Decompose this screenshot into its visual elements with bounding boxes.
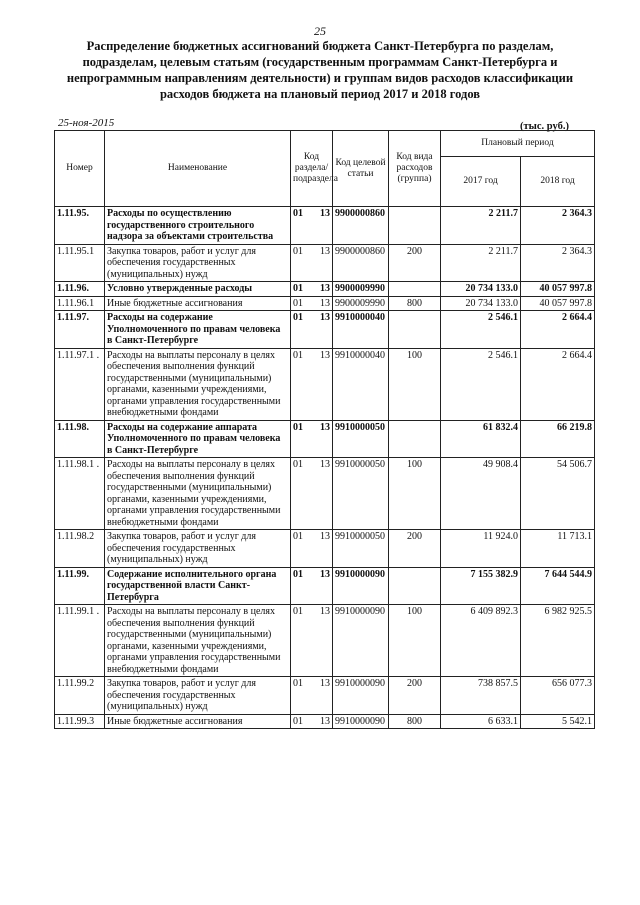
row-section-code bbox=[291, 244, 333, 282]
row-section-code bbox=[291, 714, 333, 729]
row-section-code bbox=[291, 296, 333, 311]
row-section: 01 bbox=[293, 245, 303, 257]
row-value-2018: 2 664.4 bbox=[521, 311, 595, 349]
row-target-code: 9910000040 bbox=[333, 348, 389, 420]
row-expense-type: 100 bbox=[389, 458, 441, 530]
table-row bbox=[55, 244, 595, 282]
document-date: 25-ноя-2015 bbox=[58, 117, 115, 129]
row-name: Закупка товаров, работ и услуг для обеспечения государственных (муниципальных) нужд bbox=[105, 244, 291, 282]
row-subsection: 13 bbox=[320, 312, 330, 323]
row-value-2017: 6 409 892.3 bbox=[441, 605, 521, 677]
row-section-code bbox=[291, 605, 333, 677]
table-row bbox=[55, 296, 595, 311]
row-target-code: 9910000090 bbox=[333, 714, 389, 729]
row-value-2017: 2 211.7 bbox=[441, 244, 521, 282]
row-target-code: 9900000860 bbox=[333, 244, 389, 282]
row-target-code: 9900009990 bbox=[333, 296, 389, 311]
row-expense-type: 200 bbox=[389, 530, 441, 568]
row-name: Расходы на выплаты персоналу в целях обеспечения выполнения функций государственными (муниципальными) органами, казенными учреждениями, органами управления государственными внебюджетными фондами bbox=[105, 458, 291, 530]
row-number: 1.11.95. bbox=[55, 207, 105, 245]
row-section: 01 bbox=[293, 312, 303, 323]
row-expense-type: 800 bbox=[389, 714, 441, 729]
row-section: 01 bbox=[293, 678, 303, 689]
row-target-code: 9910000090 bbox=[333, 605, 389, 677]
row-name: Расходы на содержание аппарата Уполномоченного по правам человека в Санкт-Петербурге bbox=[105, 420, 291, 458]
table-row bbox=[55, 605, 595, 677]
row-expense-type: 800 bbox=[389, 296, 441, 311]
row-target-code: 9910000050 bbox=[333, 458, 389, 530]
row-subsection: 13 bbox=[320, 283, 330, 294]
budget-table bbox=[54, 130, 595, 729]
header-year-2017: 2017 год bbox=[441, 157, 521, 207]
row-section-code bbox=[291, 311, 333, 349]
row-section-code bbox=[291, 530, 333, 568]
row-number: 1.11.99. bbox=[55, 567, 105, 605]
table-row bbox=[55, 530, 595, 568]
header-year-2018: 2018 год bbox=[521, 157, 595, 207]
row-number: 1.11.99.1 . bbox=[55, 605, 105, 677]
row-subsection: 13 bbox=[320, 678, 330, 689]
row-section: 01 bbox=[293, 283, 303, 294]
row-section-code bbox=[291, 420, 333, 458]
row-name: Иные бюджетные ассигнования bbox=[105, 714, 291, 729]
table-row bbox=[55, 420, 595, 458]
units-label: (тыс. руб.) bbox=[520, 121, 569, 132]
row-subsection: 13 bbox=[320, 297, 330, 309]
table-row bbox=[55, 207, 595, 245]
table-row bbox=[55, 677, 595, 715]
row-section: 01 bbox=[293, 421, 303, 433]
row-number: 1.11.98.1 . bbox=[55, 458, 105, 530]
row-value-2017: 20 734 133.0 bbox=[441, 282, 521, 297]
row-section: 01 bbox=[293, 531, 303, 542]
row-name: Закупка товаров, работ и услуг для обеспечения государственных (муниципальных) нужд bbox=[105, 530, 291, 568]
header-section-code: Код раздела/ подраздела bbox=[291, 131, 333, 207]
row-number: 1.11.98. bbox=[55, 420, 105, 458]
header-expense-type: Код вида расходов (группа) bbox=[389, 131, 441, 207]
row-subsection: 13 bbox=[320, 421, 330, 433]
table-row bbox=[55, 282, 595, 297]
row-section-code bbox=[291, 458, 333, 530]
row-value-2017: 49 908.4 bbox=[441, 458, 521, 530]
row-value-2018: 2 364.3 bbox=[521, 207, 595, 245]
row-section: 01 bbox=[293, 715, 303, 727]
row-number: 1.11.99.3 bbox=[55, 714, 105, 729]
row-subsection: 13 bbox=[320, 715, 330, 727]
row-expense-type bbox=[389, 207, 441, 245]
header-number: Номер bbox=[55, 131, 105, 207]
row-value-2018: 40 057 997.8 bbox=[521, 296, 595, 311]
row-section-code bbox=[291, 348, 333, 420]
row-expense-type: 100 bbox=[389, 605, 441, 677]
row-expense-type bbox=[389, 282, 441, 297]
row-value-2017: 738 857.5 bbox=[441, 677, 521, 715]
row-value-2017: 20 734 133.0 bbox=[441, 296, 521, 311]
row-number: 1.11.97. bbox=[55, 311, 105, 349]
row-section: 01 bbox=[293, 568, 303, 580]
row-value-2018: 2 364.3 bbox=[521, 244, 595, 282]
row-number: 1.11.99.2 bbox=[55, 677, 105, 715]
row-value-2017: 7 155 382.9 bbox=[441, 567, 521, 605]
header-planned-period: Плановый период bbox=[441, 131, 595, 157]
row-subsection: 13 bbox=[320, 568, 330, 580]
row-value-2018: 66 219.8 bbox=[521, 420, 595, 458]
row-section-code bbox=[291, 282, 333, 297]
row-subsection: 13 bbox=[320, 208, 330, 219]
row-name: Расходы на выплаты персоналу в целях обеспечения выполнения функций государственными (муниципальными) органами, казенными учреждениями, органами управления государственными внебюджетными фондами bbox=[105, 348, 291, 420]
row-name: Содержание исполнительного органа государственной власти Санкт-Петербурга bbox=[105, 567, 291, 605]
row-number: 1.11.97.1 . bbox=[55, 348, 105, 420]
row-subsection: 13 bbox=[320, 349, 330, 361]
row-value-2018: 40 057 997.8 bbox=[521, 282, 595, 297]
row-number: 1.11.95.1 bbox=[55, 244, 105, 282]
row-subsection: 13 bbox=[320, 459, 330, 470]
row-name: Расходы на выплаты персоналу в целях обеспечения выполнения функций государственными (муниципальными) органами, казенными учреждениями, органами управления государственными внебюджетными фондами bbox=[105, 605, 291, 677]
row-value-2018: 6 982 925.5 bbox=[521, 605, 595, 677]
row-value-2018: 11 713.1 bbox=[521, 530, 595, 568]
row-target-code: 9910000050 bbox=[333, 420, 389, 458]
row-name: Закупка товаров, работ и услуг для обеспечения государственных (муниципальных) нужд bbox=[105, 677, 291, 715]
row-value-2017: 2 211.7 bbox=[441, 207, 521, 245]
row-value-2018: 2 664.4 bbox=[521, 348, 595, 420]
row-name: Условно утвержденные расходы bbox=[105, 282, 291, 297]
row-value-2017: 2 546.1 bbox=[441, 348, 521, 420]
table-row bbox=[55, 348, 595, 420]
header-name: Наименование bbox=[105, 131, 291, 207]
row-target-code: 9900000860 bbox=[333, 207, 389, 245]
row-target-code: 9910000090 bbox=[333, 567, 389, 605]
table-row bbox=[55, 714, 595, 729]
row-expense-type: 100 bbox=[389, 348, 441, 420]
row-expense-type: 200 bbox=[389, 244, 441, 282]
row-section: 01 bbox=[293, 208, 303, 219]
row-value-2017: 61 832.4 bbox=[441, 420, 521, 458]
table-row bbox=[55, 311, 595, 349]
row-section: 01 bbox=[293, 606, 303, 617]
row-subsection: 13 bbox=[320, 245, 330, 257]
row-value-2017: 2 546.1 bbox=[441, 311, 521, 349]
row-subsection: 13 bbox=[320, 531, 330, 542]
row-value-2018: 5 542.1 bbox=[521, 714, 595, 729]
row-number: 1.11.96. bbox=[55, 282, 105, 297]
row-expense-type bbox=[389, 311, 441, 349]
row-value-2017: 11 924.0 bbox=[441, 530, 521, 568]
row-section-code bbox=[291, 567, 333, 605]
header-target-code: Код целевой статьи bbox=[333, 131, 389, 207]
row-section-code bbox=[291, 677, 333, 715]
row-name: Расходы на содержание Уполномоченного по правам человека в Санкт-Петербурге bbox=[105, 311, 291, 349]
page-number: 25 bbox=[314, 24, 326, 38]
row-number: 1.11.96.1 bbox=[55, 296, 105, 311]
row-target-code: 9910000050 bbox=[333, 530, 389, 568]
row-target-code: 9910000040 bbox=[333, 311, 389, 349]
row-subsection: 13 bbox=[320, 606, 330, 617]
table-row bbox=[55, 567, 595, 605]
row-section-code bbox=[291, 207, 333, 245]
row-number: 1.11.98.2 bbox=[55, 530, 105, 568]
row-value-2017: 6 633.1 bbox=[441, 714, 521, 729]
row-expense-type bbox=[389, 567, 441, 605]
row-expense-type: 200 bbox=[389, 677, 441, 715]
row-name: Иные бюджетные ассигнования bbox=[105, 296, 291, 311]
row-name: Расходы по осуществлению государственного строительного надзора за объектами строительства bbox=[105, 207, 291, 245]
row-section: 01 bbox=[293, 349, 303, 361]
row-expense-type bbox=[389, 420, 441, 458]
row-section: 01 bbox=[293, 297, 303, 309]
row-target-code: 9910000090 bbox=[333, 677, 389, 715]
row-value-2018: 656 077.3 bbox=[521, 677, 595, 715]
row-value-2018: 7 644 544.9 bbox=[521, 567, 595, 605]
row-target-code: 9900009990 bbox=[333, 282, 389, 297]
document-title: Распределение бюджетных ассигнований бюджета Санкт-Петербурга по разделам, подразделам, целевым статьям (государственным программам Санкт-Петербурга и непрограммным направлениям деятельности) и группам видов расходов классификации расходов бюджета на плановый период 2017 и 2018 годов bbox=[66, 39, 574, 101]
row-value-2018: 54 506.7 bbox=[521, 458, 595, 530]
table-row bbox=[55, 458, 595, 530]
row-section: 01 bbox=[293, 459, 303, 470]
